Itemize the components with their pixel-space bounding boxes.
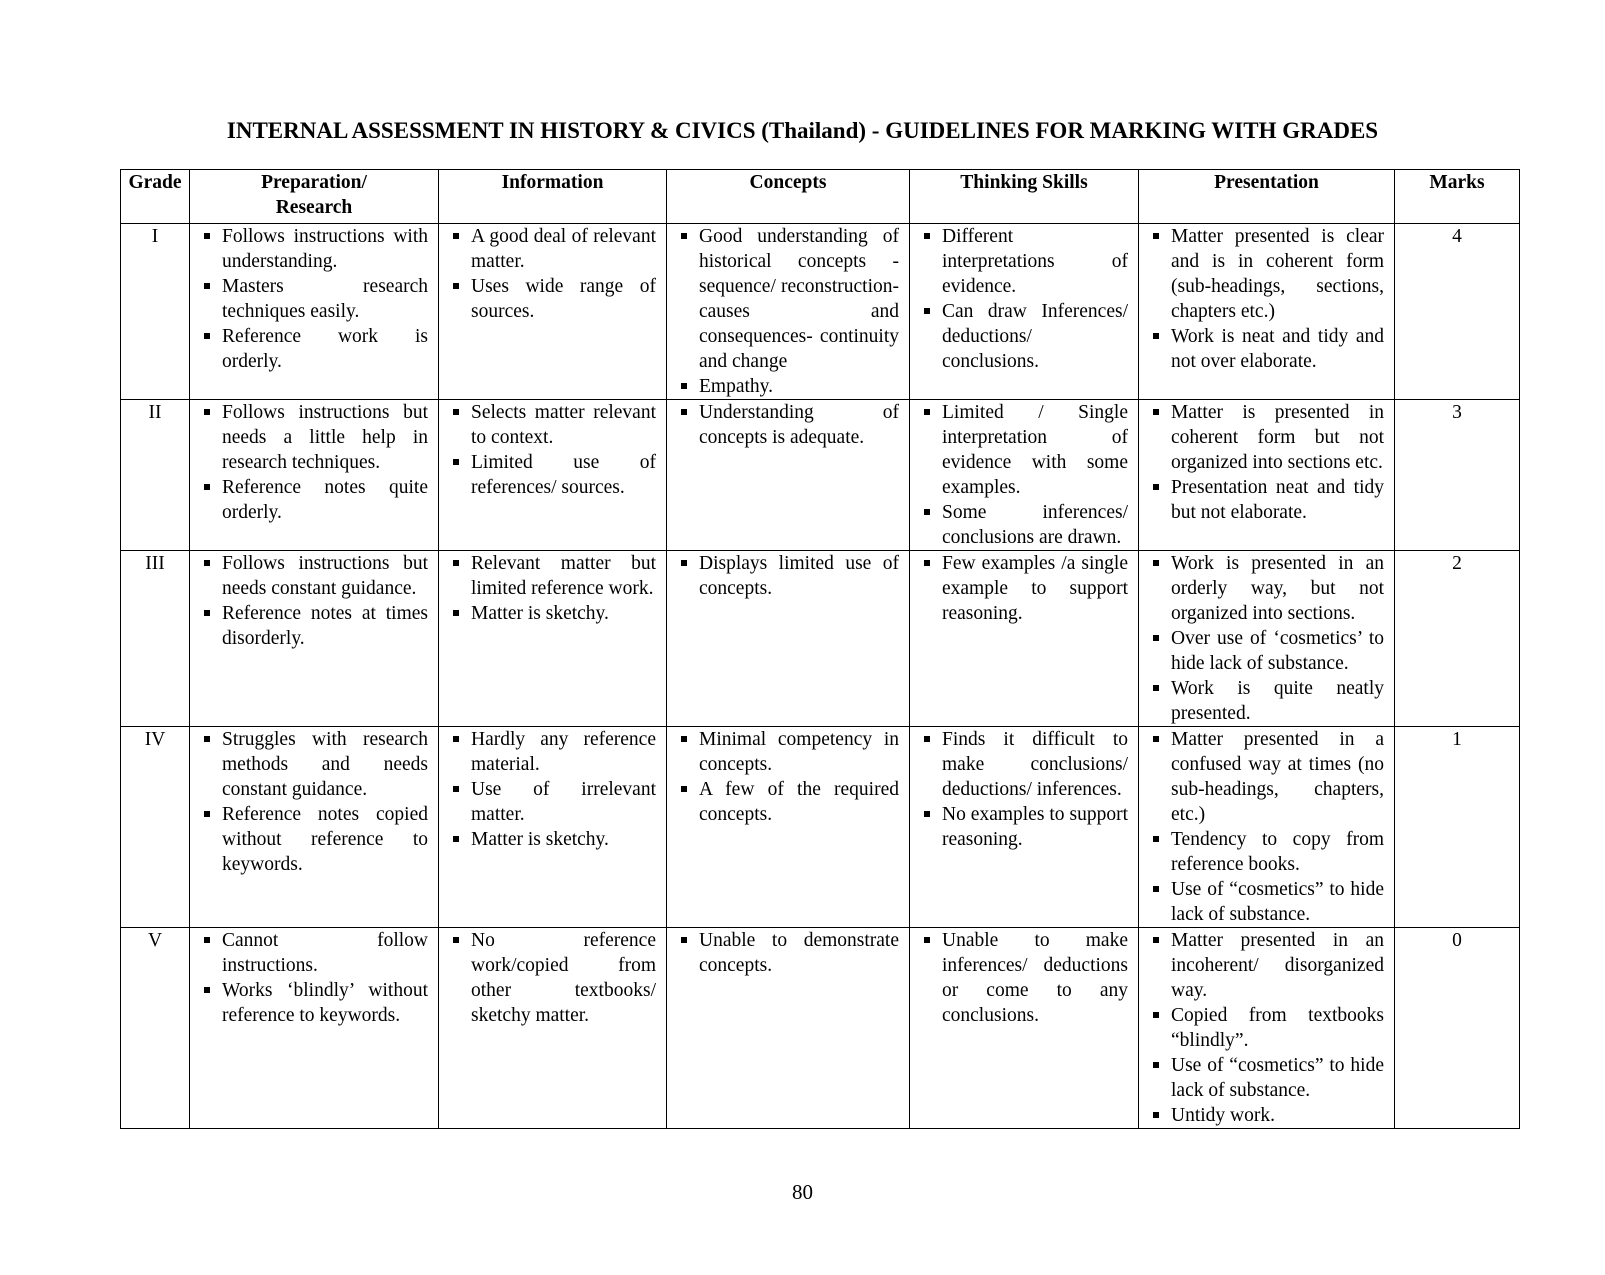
list-item: Follows instructions but needs constant guidance.: [198, 551, 428, 601]
list-item: Few examples /a single example to support reasoning.: [918, 551, 1128, 626]
thinking-cell: [910, 551, 1139, 727]
information-list: [447, 928, 656, 1028]
presentation-cell: [1139, 224, 1395, 400]
page-title: INTERNAL ASSESSMENT IN HISTORY & CIVICS (Thailand) - GUIDELINES FOR MARKING WITH GRADES: [226, 118, 1379, 143]
presentation-list: [1147, 400, 1384, 525]
preparation-list: [198, 224, 428, 374]
presentation-cell: [1139, 400, 1395, 551]
page-number: 80: [792, 1180, 813, 1204]
list-item: Limited use of references/ sources.: [447, 450, 656, 500]
presentation-list: [1147, 727, 1384, 927]
list-item: Matter is sketchy.: [447, 827, 656, 852]
thinking-list: [918, 551, 1128, 626]
list-item: Can draw Inferences/ deductions/ conclusions.: [918, 299, 1128, 374]
list-item: Reference notes at times disorderly.: [198, 601, 428, 651]
list-item: Understanding of concepts is adequate.: [675, 400, 899, 450]
table-row: [121, 551, 1520, 727]
list-item: No reference work/copied from other textbooks/ sketchy matter.: [447, 928, 656, 1028]
thinking-cell: [910, 727, 1139, 928]
information-list: [447, 224, 656, 324]
concepts-list: [675, 727, 899, 827]
list-item: Masters research techniques easily.: [198, 274, 428, 324]
list-item: A good deal of relevant matter.: [447, 224, 656, 274]
list-item: Unable to make inferences/ deductions or come to any conclusions.: [918, 928, 1128, 1028]
list-item: Over use of ‘cosmetics’ to hide lack of substance.: [1147, 626, 1384, 676]
preparation-list: [198, 928, 428, 1028]
presentation-cell: [1139, 928, 1395, 1129]
list-item: Reference work is orderly.: [198, 324, 428, 374]
information-list: [447, 400, 656, 500]
information-list: [447, 727, 656, 852]
list-item: Unable to demonstrate concepts.: [675, 928, 899, 978]
list-item: No examples to support reasoning.: [918, 802, 1128, 852]
grade-cell: IV: [121, 727, 190, 928]
list-item: Presentation neat and tidy but not elaborate.: [1147, 475, 1384, 525]
list-item: Some inferences/ conclusions are drawn.: [918, 500, 1128, 550]
presentation-list: [1147, 551, 1384, 726]
header-grade: Grade: [121, 170, 190, 224]
thinking-cell: [910, 928, 1139, 1129]
concepts-cell: [667, 224, 910, 400]
marks-cell: 3: [1395, 400, 1520, 551]
information-cell: [439, 551, 667, 727]
list-item: Follows instructions with understanding.: [198, 224, 428, 274]
list-item: Relevant matter but limited reference work.: [447, 551, 656, 601]
thinking-cell: [910, 224, 1139, 400]
list-item: Limited / Single interpretation of evidence with some examples.: [918, 400, 1128, 500]
concepts-cell: [667, 928, 910, 1129]
list-item: Use of irrelevant matter.: [447, 777, 656, 827]
header-marks: Marks: [1395, 170, 1520, 224]
list-item: Work is quite neatly presented.: [1147, 676, 1384, 726]
concepts-cell: [667, 551, 910, 727]
list-item: Copied from textbooks “blindly”.: [1147, 1003, 1384, 1053]
concepts-list: [675, 224, 899, 399]
information-list: [447, 551, 656, 626]
presentation-list: [1147, 928, 1384, 1128]
presentation-cell: [1139, 727, 1395, 928]
list-item: Work is neat and tidy and not over elaborate.: [1147, 324, 1384, 374]
list-item: Reference notes copied without reference to keywords.: [198, 802, 428, 877]
preparation-cell: [190, 224, 439, 400]
header-preparation-line2: Research: [275, 197, 353, 218]
table-row: [121, 727, 1520, 928]
marks-cell: 1: [1395, 727, 1520, 928]
marks-cell: 0: [1395, 928, 1520, 1129]
list-item: Different interpretations of evidence.: [918, 224, 1128, 299]
list-item: Reference notes quite orderly.: [198, 475, 428, 525]
list-item: Work is presented in an orderly way, but not organized into sections.: [1147, 551, 1384, 626]
header-preparation-line1: Preparation/: [261, 172, 367, 193]
concepts-list: [675, 928, 899, 978]
list-item: Struggles with research methods and needs constant guidance.: [198, 727, 428, 802]
list-item: Good understanding of historical concepts - sequence/ reconstruction- causes and consequences- continuity and change: [675, 224, 899, 374]
preparation-cell: [190, 727, 439, 928]
preparation-cell: [190, 400, 439, 551]
concepts-cell: [667, 727, 910, 928]
grading-rubric-table: [120, 169, 1520, 1129]
header-information: Information: [439, 170, 667, 224]
list-item: Untidy work.: [1147, 1103, 1384, 1128]
preparation-list: [198, 400, 428, 525]
list-item: Cannot follow instructions.: [198, 928, 428, 978]
grade-cell: V: [121, 928, 190, 1129]
information-cell: [439, 400, 667, 551]
grade-cell: I: [121, 224, 190, 400]
grade-cell: III: [121, 551, 190, 727]
list-item: Matter presented in an incoherent/ disorganized way.: [1147, 928, 1384, 1003]
list-item: Matter is sketchy.: [447, 601, 656, 626]
table-body: [121, 224, 1520, 1129]
header-concepts: Concepts: [667, 170, 910, 224]
thinking-list: [918, 727, 1128, 852]
list-item: Displays limited use of concepts.: [675, 551, 899, 601]
list-item: Selects matter relevant to context.: [447, 400, 656, 450]
list-item: Use of “cosmetics” to hide lack of substance.: [1147, 1053, 1384, 1103]
preparation-cell: [190, 928, 439, 1129]
list-item: Matter is presented in coherent form but not organized into sections etc.: [1147, 400, 1384, 475]
header-thinking-skills: Thinking Skills: [910, 170, 1139, 224]
preparation-cell: [190, 551, 439, 727]
concepts-cell: [667, 400, 910, 551]
list-item: Works ‘blindly’ without reference to keywords.: [198, 978, 428, 1028]
preparation-list: [198, 727, 428, 877]
preparation-list: [198, 551, 428, 651]
presentation-cell: [1139, 551, 1395, 727]
marks-cell: 2: [1395, 551, 1520, 727]
grade-cell: II: [121, 400, 190, 551]
list-item: Minimal competency in concepts.: [675, 727, 899, 777]
list-item: Matter presented in a confused way at times (no sub-headings, chapters, etc.): [1147, 727, 1384, 827]
header-presentation: Presentation: [1139, 170, 1395, 224]
list-item: Matter presented is clear and is in coherent form (sub-headings, sections, chapters etc.): [1147, 224, 1384, 324]
list-item: Finds it difficult to make conclusions/ deductions/ inferences.: [918, 727, 1128, 802]
list-item: Use of “cosmetics” to hide lack of substance.: [1147, 877, 1384, 927]
information-cell: [439, 928, 667, 1129]
table-row: [121, 224, 1520, 400]
list-item: A few of the required concepts.: [675, 777, 899, 827]
marks-cell: 4: [1395, 224, 1520, 400]
list-item: Hardly any reference material.: [447, 727, 656, 777]
table-row: [121, 928, 1520, 1129]
header-preparation: [190, 170, 439, 224]
thinking-cell: [910, 400, 1139, 551]
thinking-list: [918, 400, 1128, 550]
table-header-row: [121, 170, 1520, 224]
list-item: Tendency to copy from reference books.: [1147, 827, 1384, 877]
list-item: Follows instructions but needs a little help in research techniques.: [198, 400, 428, 475]
concepts-list: [675, 400, 899, 450]
information-cell: [439, 224, 667, 400]
list-item: Empathy.: [675, 374, 899, 399]
list-item: Uses wide range of sources.: [447, 274, 656, 324]
thinking-list: [918, 224, 1128, 374]
table-row: [121, 400, 1520, 551]
thinking-list: [918, 928, 1128, 1028]
presentation-list: [1147, 224, 1384, 374]
information-cell: [439, 727, 667, 928]
concepts-list: [675, 551, 899, 601]
